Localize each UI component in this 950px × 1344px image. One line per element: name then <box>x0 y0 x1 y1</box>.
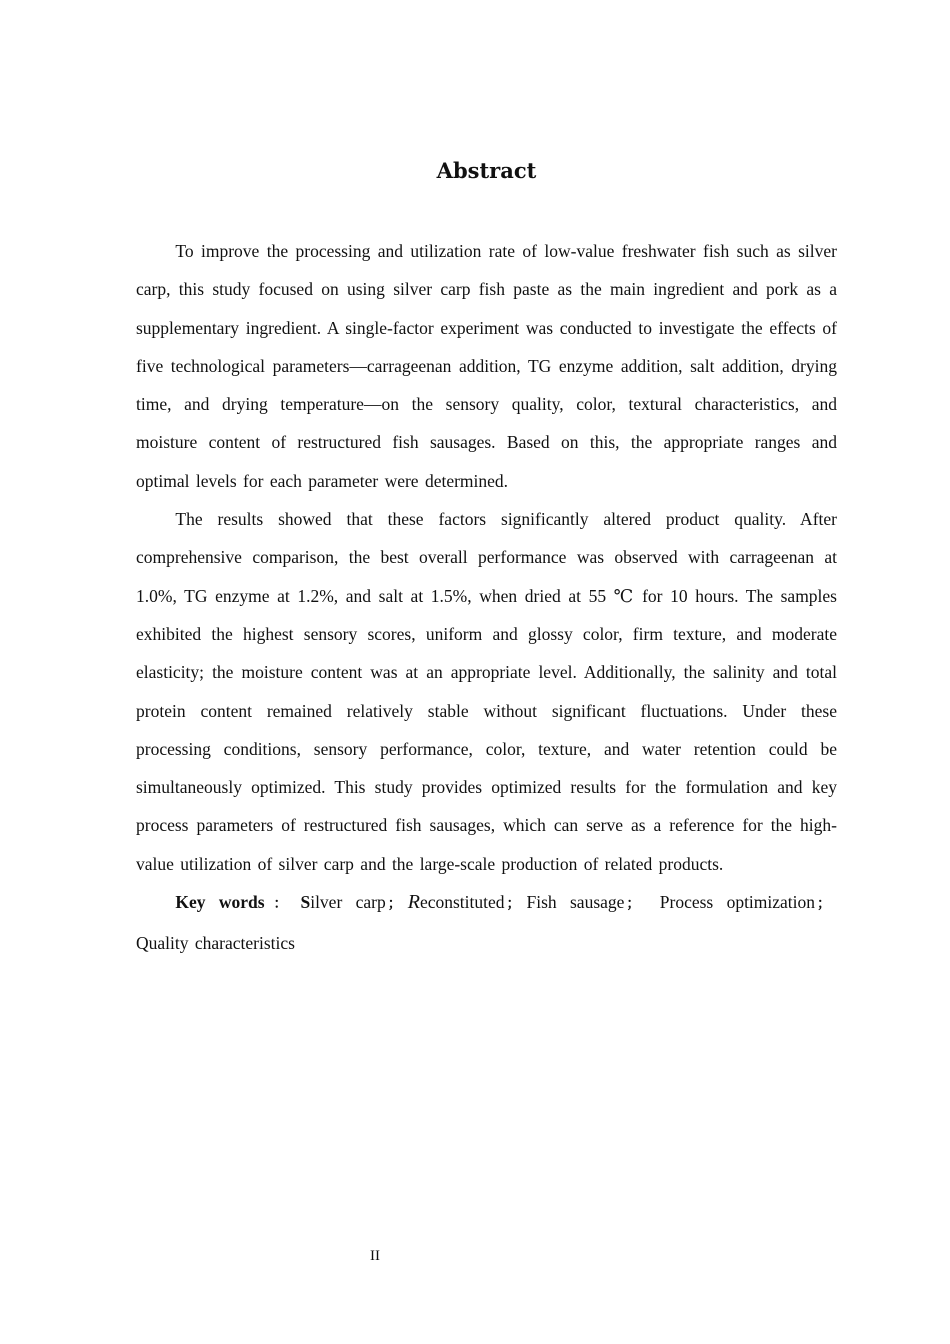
keyword-2-rest: econstituted <box>419 892 505 913</box>
keyword-1-initial: S <box>300 892 311 913</box>
abstract-paragraph-2: The results showed that these factors significantly altered product quality. After comprehensive comparison, the best overall performance was observed with carrageenan at 1.0%, TG enzyme at 1.2%, and salt at 1.5%, when dried at 55 ℃ for 10 hours. The samples exhibited the highest sensory scores, uniform and glossy color, firm texture, and moderate elasticity; the moisture content was at an appropriate level. Additionally, the salinity and total protein content remained relatively stable without significant fluctuations. Under these processing conditions, sensory performance, color, texture, and water retention could be simultaneously optimized. This study provides optimized results for the formulation and key process parameters of restructured fish sausages, which can serve as a reference for the high-value utilization of silver carp and the large-scale production of related products. <box>136 509 837 874</box>
keyword-5: Quality characteristics <box>136 933 295 954</box>
keyword-2 <box>408 892 505 912</box>
keyword-4: Process optimization <box>659 892 816 913</box>
page-title: Abstract <box>436 158 537 183</box>
abstract-body <box>136 232 837 963</box>
keyword-3: Fish sausage <box>526 892 625 913</box>
keyword-separator-4: ； <box>817 897 832 913</box>
keywords-line <box>136 883 837 963</box>
keywords-label-separator: ： <box>266 897 295 913</box>
keyword-1 <box>300 892 385 912</box>
keywords-label: Key words <box>175 892 265 913</box>
keyword-separator-3: ； <box>626 897 641 913</box>
abstract-paragraph-1: To improve the processing and utilization rate of low-value freshwater fish such as silver carp, this study focused on using silver carp fish paste as the main ingredient and pork as a supplementary ingredient. A single-factor experiment was conducted to investigate the effects of five technological parameters—carrageenan addition, TG enzyme addition, salt addition, drying time, and drying temperature—on the sensory quality, color, textural characteristics, and moisture content of restructured fish sausages. Based on this, the appropriate ranges and optimal levels for each parameter were determined. <box>136 241 837 491</box>
keyword-separator-2: ； <box>506 897 521 913</box>
keyword-1-rest: ilver carp <box>310 892 386 913</box>
page-number: II <box>370 1248 380 1264</box>
keyword-2-initial: R <box>407 891 420 914</box>
keyword-separator-1: ； <box>387 897 402 913</box>
